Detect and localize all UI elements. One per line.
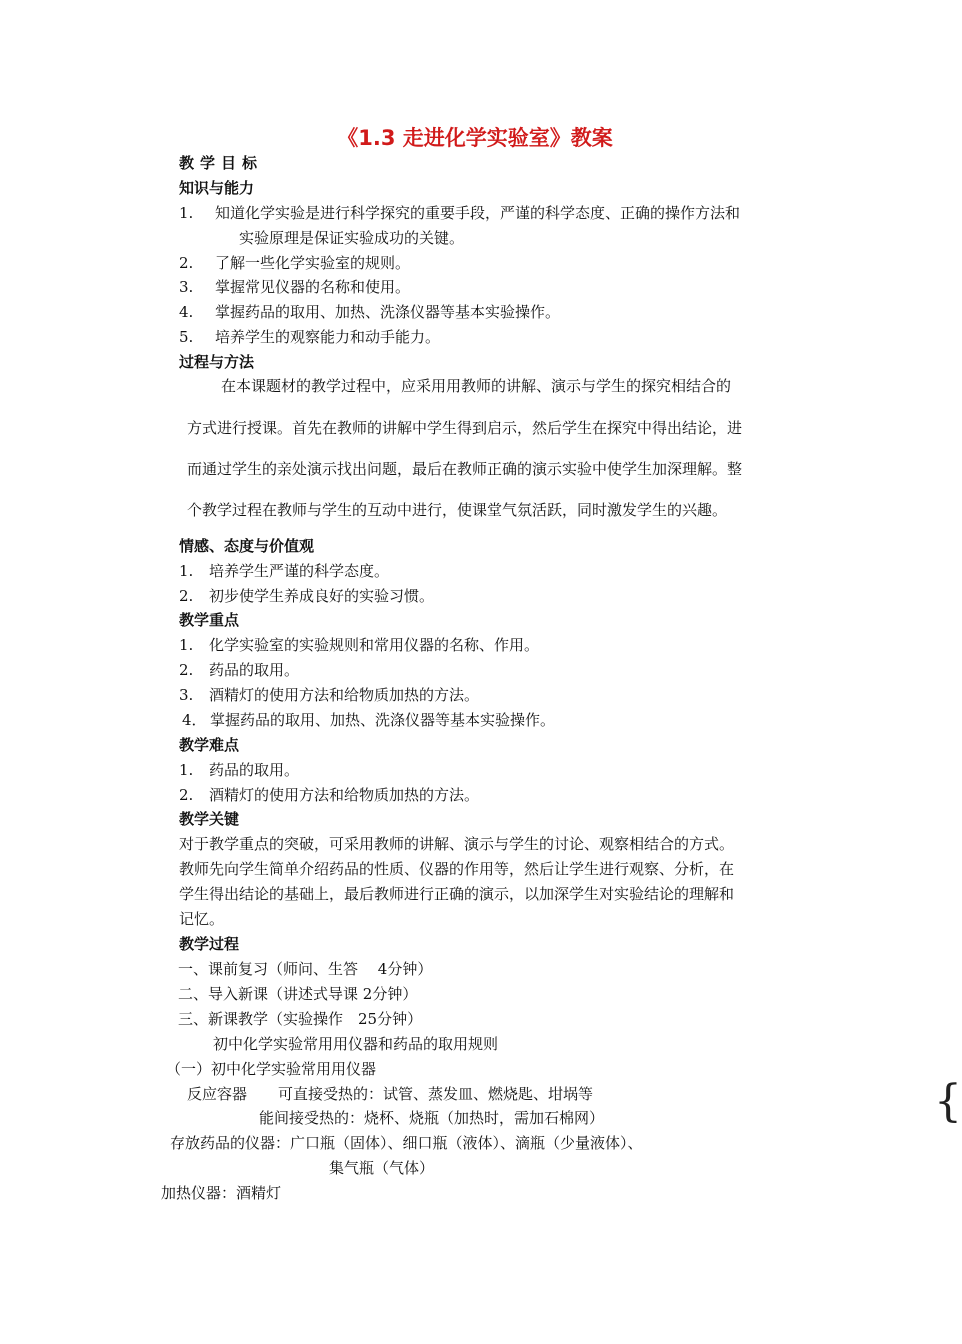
item-number: 1. (179, 636, 194, 654)
key-point-item-4 (182, 710, 555, 730)
key-point-item-3 (179, 685, 479, 705)
item-text: 酒精灯的使用方法和给物质加热的方法。 (209, 786, 480, 804)
key-paragraph-line-4: 记忆。 (179, 910, 225, 928)
item-text: 化学实验室的实验规则和常用仪器的名称、作用。 (209, 636, 540, 654)
difficulties-heading: 教学难点 (179, 736, 240, 754)
item-number: 4. (179, 303, 194, 321)
direct-heat-line: 可直接受热的：试管、蒸发皿、燃烧匙、坩埚等 (278, 1085, 594, 1103)
knowledge-item-2 (179, 253, 410, 273)
key-paragraph-line-2: 教师先向学生简单介绍药品的性质、仪器的作用等，然后让学生进行观察、分析，在 (179, 860, 735, 878)
attitude-heading: 情感、态度与价值观 (179, 537, 315, 555)
knowledge-item-1 (179, 203, 740, 223)
procedure-step-2: 二、导入新课（讲述式导课 2分钟） (178, 985, 418, 1003)
difficulty-item-1 (179, 760, 299, 780)
item-number: 2. (179, 661, 194, 679)
attitude-item-2 (179, 586, 434, 606)
item-text: 药品的取用。 (209, 761, 300, 779)
knowledge-heading: 知识与能力 (179, 179, 255, 197)
objectives-heading: 教学目标 (179, 154, 264, 172)
heating-instrument-line: 加热仪器：酒精灯 (161, 1184, 282, 1202)
item-number: 2. (179, 587, 194, 605)
item-number: 1. (179, 204, 194, 222)
knowledge-item-5 (179, 327, 440, 347)
attitude-item-1 (179, 561, 389, 581)
process-paragraph-line-4: 个教学过程在教师与学生的互动中进行，使课堂气氛活跃，同时激发学生的兴趣。 (187, 501, 728, 519)
reaction-container-label: 反应容器 (187, 1085, 248, 1103)
key-paragraph-line-3: 学生得出结论的基础上，最后教师进行正确的演示，以加深学生对实验结论的理解和 (179, 885, 735, 903)
item-text: 了解一些化学实验室的规则。 (215, 254, 411, 272)
item-number: 3. (179, 278, 194, 296)
item-number: 1. (179, 562, 194, 580)
knowledge-item-4 (179, 302, 560, 322)
page-title: 《1.3 走进化学实验室》教案 (337, 126, 613, 150)
item-text: 掌握常见仪器的名称和使用。 (215, 278, 411, 296)
knowledge-item-3 (179, 277, 410, 297)
item-text: 培养学生的观察能力和动手能力。 (215, 328, 441, 346)
item-number: 1. (179, 761, 194, 779)
item-number: 4． (182, 711, 207, 729)
item-text: 初步使学生养成良好的实验习惯。 (209, 587, 435, 605)
item-text: 掌握药品的取用、加热、洗涤仪器等基本实验操作。 (215, 303, 561, 321)
key-points-heading: 教学重点 (179, 611, 240, 629)
process-heading: 过程与方法 (179, 353, 255, 371)
item-text: 掌握药品的取用、加热、洗涤仪器等基本实验操作。 (210, 711, 556, 729)
procedure-step-3: 三、新课教学（实验操作 25分钟） (178, 1010, 423, 1028)
item-number: 2. (179, 254, 194, 272)
item-text: 知道化学实验是进行科学探究的重要手段，严谨的科学态度、正确的操作方法和 (215, 204, 741, 222)
item-number: 5. (179, 328, 194, 346)
key-paragraph-line-1: 对于教学重点的突破，可采用教师的讲解、演示与学生的讨论、观察相结合的方式。 (179, 835, 735, 853)
curly-brace-icon: { (934, 1076, 962, 1127)
storage-line-1: 存放药品的仪器：广口瓶（固体）、细口瓶（液体）、滴瓶（少量液体）、 (170, 1134, 643, 1152)
section-1-heading: （一）初中化学实验常用用仪器 (166, 1060, 377, 1078)
procedure-heading: 教学过程 (179, 935, 240, 953)
item-number: 2. (179, 786, 194, 804)
process-paragraph-line-2: 方式进行授课。首先在教师的讲解中学生得到启示，然后学生在探究中得出结论，进 (187, 419, 743, 437)
procedure-subtitle: 初中化学实验常用用仪器和药品的取用规则 (213, 1035, 499, 1053)
item-text: 药品的取用。 (209, 661, 300, 679)
procedure-step-1: 一、课前复习（师问、生答 4分钟） (178, 960, 433, 978)
item-text: 培养学生严谨的科学态度。 (209, 562, 390, 580)
difficulty-item-2 (179, 785, 479, 805)
storage-line-2: 集气瓶（气体） (329, 1159, 435, 1177)
knowledge-item-1-continuation: 实验原理是保证实验成功的关键。 (239, 229, 465, 247)
process-paragraph-line-3: 而通过学生的亲处演示找出问题，最后在教师正确的演示实验中使学生加深理解。整 (187, 460, 743, 478)
item-number: 3. (179, 686, 194, 704)
indirect-heat-line: 能间接受热的：烧杯、烧瓶（加热时，需加石棉网） (259, 1109, 605, 1127)
process-paragraph-line-1: 在本课题材的教学过程中，应采用用教师的讲解、演示与学生的探究相结合的 (221, 377, 732, 395)
key-heading: 教学关键 (179, 810, 240, 828)
key-point-item-1 (179, 635, 539, 655)
item-text: 酒精灯的使用方法和给物质加热的方法。 (209, 686, 480, 704)
key-point-item-2 (179, 660, 299, 680)
